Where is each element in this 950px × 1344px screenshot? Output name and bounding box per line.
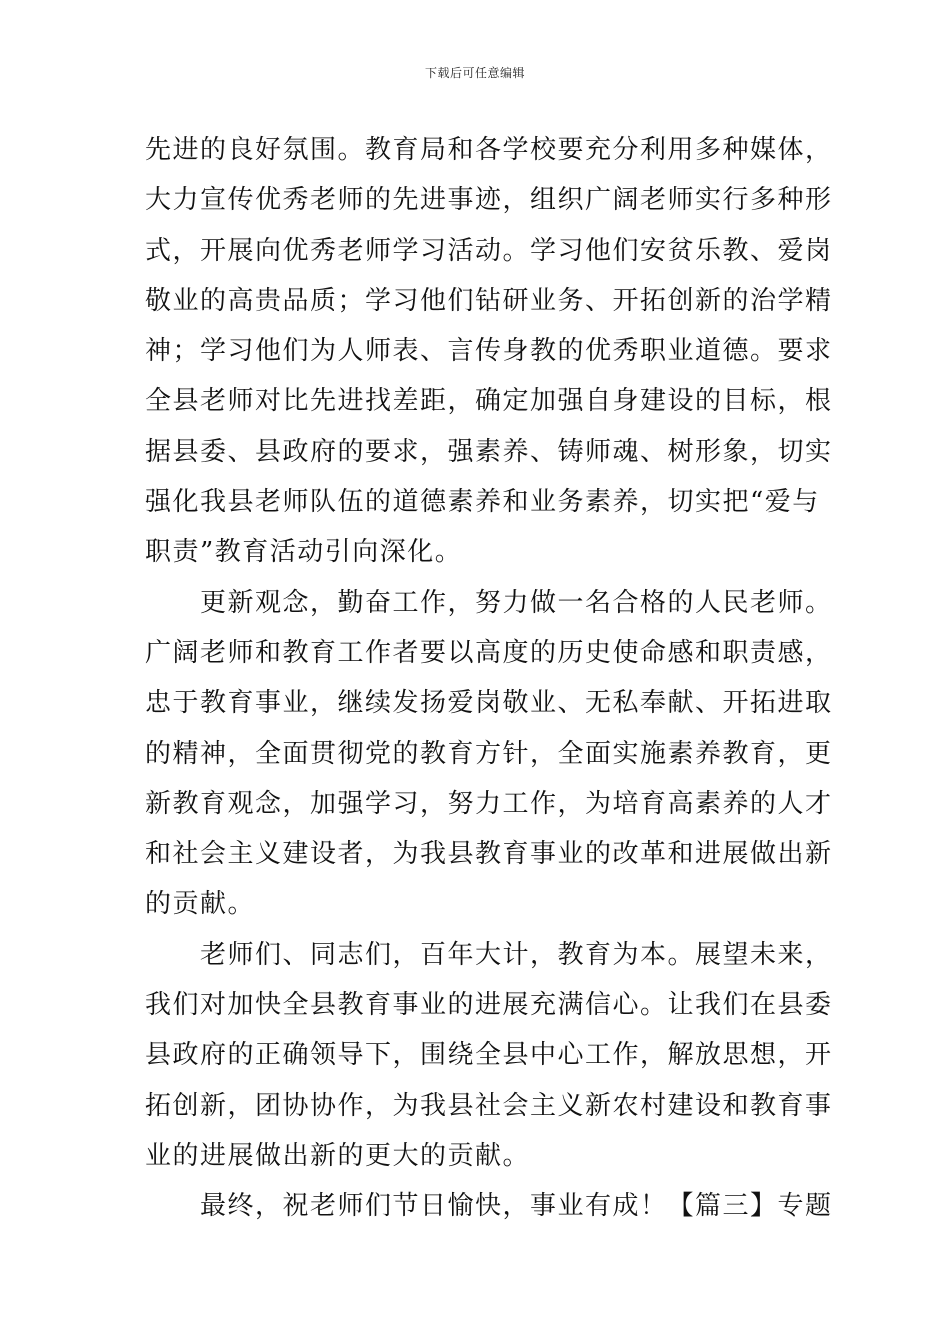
document-body: [145, 125, 833, 1232]
page-header: 下载后可任意编辑: [424, 66, 525, 80]
text-line: 拓创新，团协协作，为我县社会主义新农村建设和教育事: [145, 1090, 833, 1121]
text-line: 神；学习他们为人师表、言传身教的优秀职业道德。要求: [145, 336, 833, 367]
paragraph-start-line: 最终，祝老师们节日愉快，事业有成！【篇三】专题: [200, 1191, 833, 1222]
text-line: 的贡献。: [145, 889, 256, 920]
text-line: 我们对加快全县教育事业的进展充满信心。让我们在县委: [145, 990, 833, 1021]
text-line: 据县委、县政府的要求，强素养、铸师魂、树形象，切实: [145, 436, 833, 467]
paragraph-start-line: 更新观念，勤奋工作，努力做一名合格的人民老师。: [200, 587, 833, 618]
text-line: 强化我县老师队伍的道德素养和业务素养，切实把“爱与: [145, 487, 820, 518]
paragraph-start-line: 老师们、同志们，百年大计，教育为本。展望未来，: [200, 939, 833, 970]
text-line: 大力宣传优秀老师的先进事迹，组织广阔老师实行多种形: [145, 185, 833, 216]
text-line: 先进的良好氛围。教育局和各学校要充分利用多种媒体，: [145, 135, 833, 165]
text-line: 新教育观念，加强学习，努力工作，为培育高素养的人才: [145, 788, 833, 819]
text-line: 的精神，全面贯彻党的教育方针，全面实施素养教育，更: [145, 738, 833, 769]
text-line: 广阔老师和教育工作者要以高度的历史使命感和职责感，: [145, 637, 833, 668]
text-line: 县政府的正确领导下，围绕全县中心工作，解放思想，开: [145, 1040, 833, 1071]
text-line: 式，开展向优秀老师学习活动。学习他们安贫乐教、爱岗: [145, 235, 833, 266]
text-line: 业的进展做出新的更大的贡献。: [145, 1140, 531, 1171]
text-line: 全县老师对比先进找差距，确定加强自身建设的目标，根: [145, 386, 833, 417]
text-line: 忠于教育事业，继续发扬爱岗敬业、无私奉献、开拓进取: [145, 688, 833, 719]
text-line: 职责”教育活动引向深化。: [145, 537, 463, 568]
text-line: 敬业的高贵品质；学习他们钻研业务、开拓创新的治学精: [145, 285, 833, 316]
text-line: 和社会主义建设者，为我县教育事业的改革和进展做出新: [145, 839, 833, 870]
